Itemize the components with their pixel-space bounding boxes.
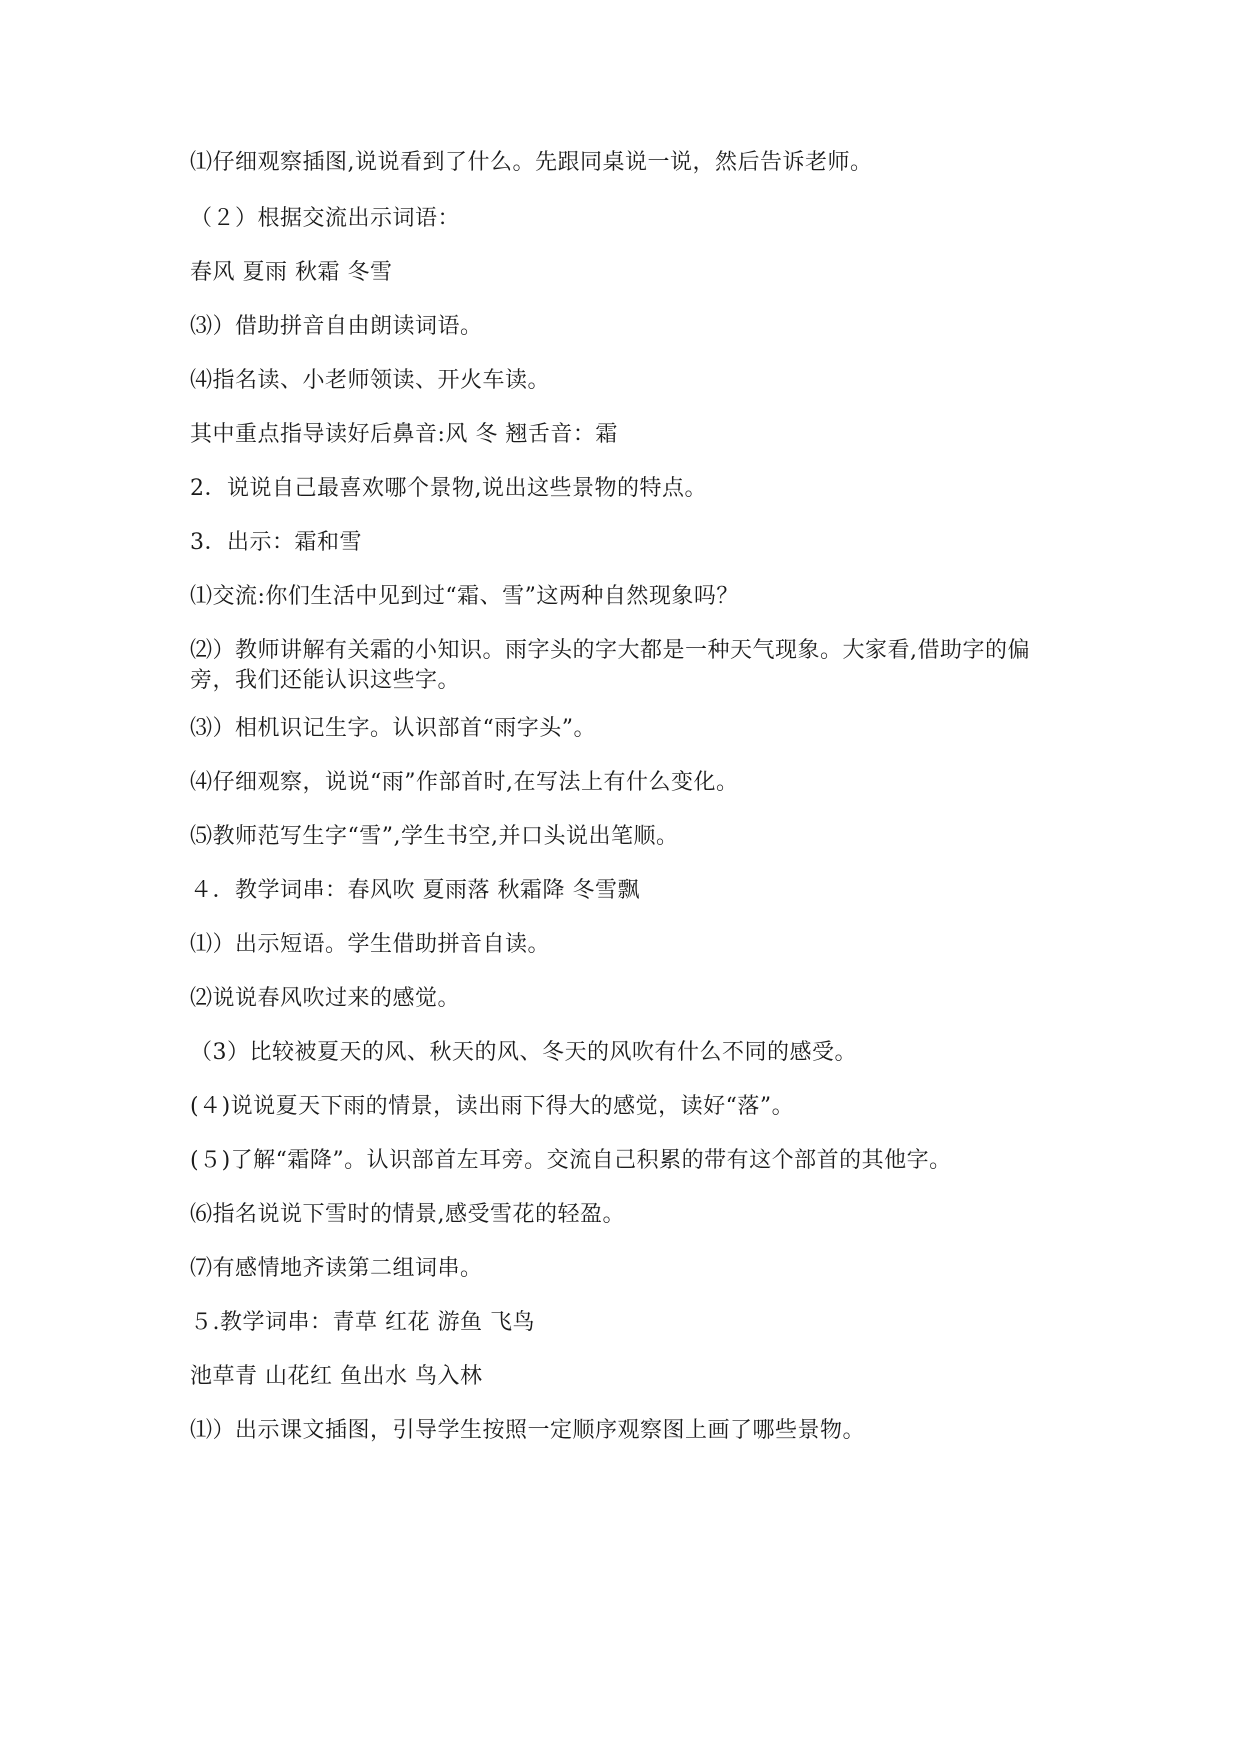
section-4-word-string: ４．教学词串：春风吹 夏雨落 秋霜降 冬雪飘	[190, 878, 640, 903]
step-observe-illustration: ⑴仔细观察插图,说说看到了什么。先跟同桌说一说，然后告诉老师。	[190, 150, 873, 175]
section-5-word-string: ５.教学词串：青草 红花 游鱼 飞鸟	[190, 1310, 535, 1335]
step-teacher-explains-frost: ⑵）教师讲解有关霜的小知识。雨字头的字大都是一种天气现象。大家看,借助字的偏旁，我们还能认识这些字。	[190, 638, 1030, 693]
step-read-with-pinyin: ⑶）借助拼音自由朗读词语。	[190, 314, 483, 339]
section-2-favorite-scenery: 2．说说自己最喜欢哪个景物,说出这些景物的特点。	[190, 476, 707, 501]
step-read-aloud: ⑺有感情地齐读第二组词串。	[190, 1256, 483, 1281]
step-snow-scene: ⑹指名说说下雪时的情景,感受雪花的轻盈。	[190, 1202, 625, 1227]
step-show-phrases: ⑴）出示短语。学生借助拼音自读。	[190, 932, 551, 957]
word-list-seasons: 春风 夏雨 秋霜 冬雪	[190, 260, 393, 285]
step-spring-wind-feeling: ⑵说说春风吹过来的感觉。	[190, 986, 461, 1011]
step-learn-radical: ⑶）相机识记生字。认识部首“雨字头”。	[190, 716, 596, 741]
step-discuss-phenomena: ⑴交流:你们生活中见到过“霜、雪”这两种自然现象吗？	[190, 584, 739, 609]
word-list-phrases: 池草青 山花红 鱼出水 鸟入林	[190, 1364, 483, 1389]
note-pronunciation: 其中重点指导读好后鼻音:风 冬 翘舌音：霜	[190, 422, 618, 447]
step-show-illustration: ⑴）出示课文插图，引导学生按照一定顺序观察图上画了哪些景物。	[190, 1418, 866, 1443]
step-summer-rain: (４)说说夏天下雨的情景，读出雨下得大的感觉，读好“落”。	[190, 1094, 795, 1119]
step-model-writing: ⑸教师范写生字“雪”,学生书空,并口头说出笔顺。	[190, 824, 679, 849]
step-show-words: （２）根据交流出示词语：	[190, 206, 461, 231]
step-observe-radical: ⑷仔细观察，说说“雨”作部首时,在写法上有什么变化。	[190, 770, 739, 795]
step-named-reading: ⑷指名读、小老师领读、开火车读。	[190, 368, 551, 393]
step-frost-descent: (５)了解“霜降”。认识部首左耳旁。交流自己积累的带有这个部首的其他字。	[190, 1148, 952, 1173]
step-compare-winds: （3）比较被夏天的风、秋天的风、冬天的风吹有什么不同的感受。	[190, 1040, 857, 1065]
section-3-frost-snow: 3．出示：霜和雪	[190, 530, 362, 555]
